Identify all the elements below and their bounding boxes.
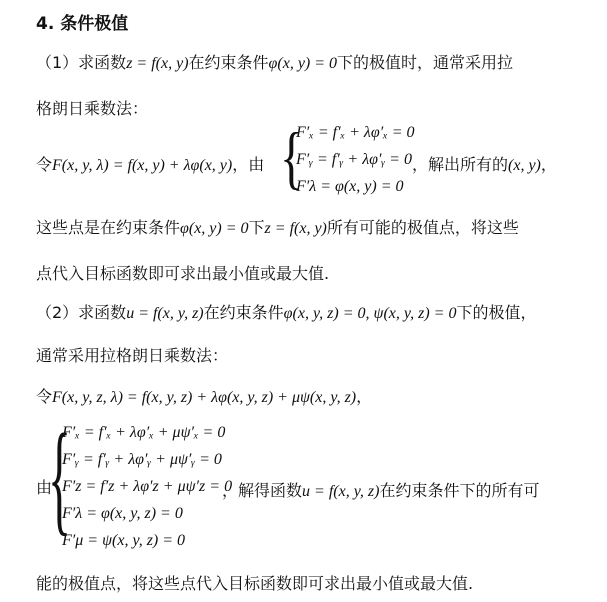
system-1-eq: F′λ = φ(x, y) = 0 bbox=[296, 178, 404, 195]
p1-line1 bbox=[36, 50, 513, 73]
p1-constraint: φ(x, y) = 0 bbox=[268, 55, 338, 72]
p3-constraint: φ(x, y, z) = 0, ψ(x, y, z) = 0 bbox=[283, 305, 457, 322]
you-1: 由 bbox=[248, 155, 265, 174]
solve-1 bbox=[412, 152, 557, 175]
solve-2 bbox=[222, 478, 539, 501]
system-2-eq: F′ₓ = f′ₓ + λφ′ₓ + μψ′ₓ = 0 bbox=[62, 424, 226, 441]
system-1-eq: F′ₓ = f′ₓ + λφ′ₓ = 0 bbox=[296, 124, 415, 141]
p2-constraint: φ(x, y) = 0 bbox=[180, 220, 249, 237]
p2-text-d: 所有可能的极值点，将这些 bbox=[326, 218, 519, 237]
solve-tail-2: 在约束条件下的所有可 bbox=[379, 481, 540, 500]
system-2-eq: F′μ = ψ(x, y, z) = 0 bbox=[62, 532, 186, 549]
p1-text-b: 在约束条件 bbox=[188, 53, 269, 72]
p1-text-a: （1）求函数 bbox=[36, 53, 127, 72]
brace-2: { bbox=[48, 410, 72, 548]
system-1-eq: F′ᵧ = f′ᵧ + λφ′ᵧ = 0 bbox=[296, 151, 412, 168]
system-2-eq: F′ᵧ = f′ᵧ + λφ′ᵧ + μψ′ᵧ = 0 bbox=[62, 451, 222, 468]
comma-1: ， bbox=[232, 155, 249, 174]
lagrange-line2 bbox=[36, 384, 372, 407]
p3-line1 bbox=[36, 300, 536, 323]
p3-function: u = f(x, y, z) bbox=[126, 305, 204, 322]
p1-function: z = f(x, y) bbox=[126, 55, 189, 72]
p3-function-2: u = f(x, y, z) bbox=[302, 483, 380, 500]
solve-text-1: ，解出所有的 bbox=[412, 155, 509, 174]
comma-2: ， bbox=[356, 387, 373, 406]
brace-1: { bbox=[280, 119, 304, 197]
p1-line2: 格朗日乘数法： bbox=[36, 99, 149, 118]
ling-2: 令 bbox=[36, 387, 53, 406]
lagrangian-1: F(x, y, λ) = f(x, y) + λφ(x, y) bbox=[52, 157, 233, 174]
you-2: 由 bbox=[36, 478, 53, 497]
lagrangian-2: F(x, y, z, λ) = f(x, y, z) + λφ(x, y, z) + μψ(x, y, z) bbox=[52, 389, 357, 406]
lagrange-line1 bbox=[36, 152, 264, 175]
p4-line: 能的极值点，将这些点代入目标函数即可求出最小值或最大值. bbox=[36, 574, 474, 593]
p2-text-a: 这些点是在约束条件 bbox=[36, 218, 181, 237]
p3-text-b: 在约束条件 bbox=[203, 303, 284, 322]
p3-line2: 通常采用拉格朗日乘数法： bbox=[36, 346, 229, 365]
comma-1b: ， bbox=[540, 155, 557, 174]
xy-1: (x, y) bbox=[508, 157, 541, 174]
p2-function: z = f(x, y) bbox=[264, 220, 327, 237]
p2-line2: 点代入目标函数即可求出最小值或最大值. bbox=[36, 264, 330, 283]
section-heading: 4. 条件极值 bbox=[36, 14, 129, 34]
solve-text-2: ，解得函数 bbox=[222, 481, 303, 500]
ling-1: 令 bbox=[36, 155, 53, 174]
p3-text-a: （2）求函数 bbox=[36, 303, 127, 322]
system-2-eq: F′λ = φ(x, y, z) = 0 bbox=[62, 505, 183, 522]
p2-text-b: 下 bbox=[248, 218, 265, 237]
p2-line1 bbox=[36, 215, 519, 238]
system-2-eq: F′z = f′z + λφ′z + μψ′z = 0 bbox=[62, 478, 233, 495]
p1-text-d: 下的极值时，通常采用拉 bbox=[337, 53, 514, 72]
p3-text-d: 下的极值， bbox=[456, 303, 537, 322]
